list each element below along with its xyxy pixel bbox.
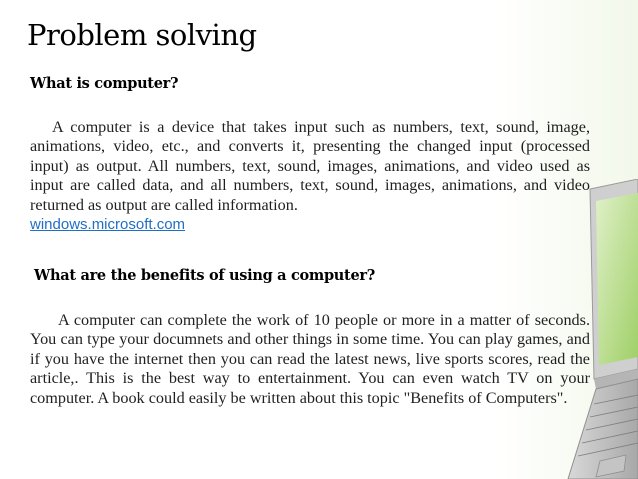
section-heading-benefits: What are the benefits of using a computer? [34, 267, 375, 284]
paragraph-text: A computer can complete the work of 10 people or more in a matter of seconds. You can type your documnets and other things in some time. You can play games, and if you have the internet then you can read the latest news, live sports scores, read the article,. This is the best way to entertainment. You can even watch TV on your computer. A book could easily be written about this topic "Benefits of Computers". [30, 311, 590, 407]
slide-title: Problem solving [27, 18, 257, 52]
laptop-icon [560, 179, 638, 479]
paragraph-text: A computer is a device that takes input such as numbers, text, sound, image, animations, video, etc., and converts it, presenting the changed input (processed input) as output. All numbers, text, sound, images, animations, and video used as input are called data, and all numbers, text, sound, images, animations, and video returned as output are called information. [30, 118, 590, 214]
section-body-what-is-computer [30, 118, 590, 234]
section-body-benefits [30, 311, 590, 408]
source-link[interactable]: windows.microsoft.com [30, 216, 186, 234]
section-heading-what-is-computer: What is computer? [30, 75, 179, 92]
